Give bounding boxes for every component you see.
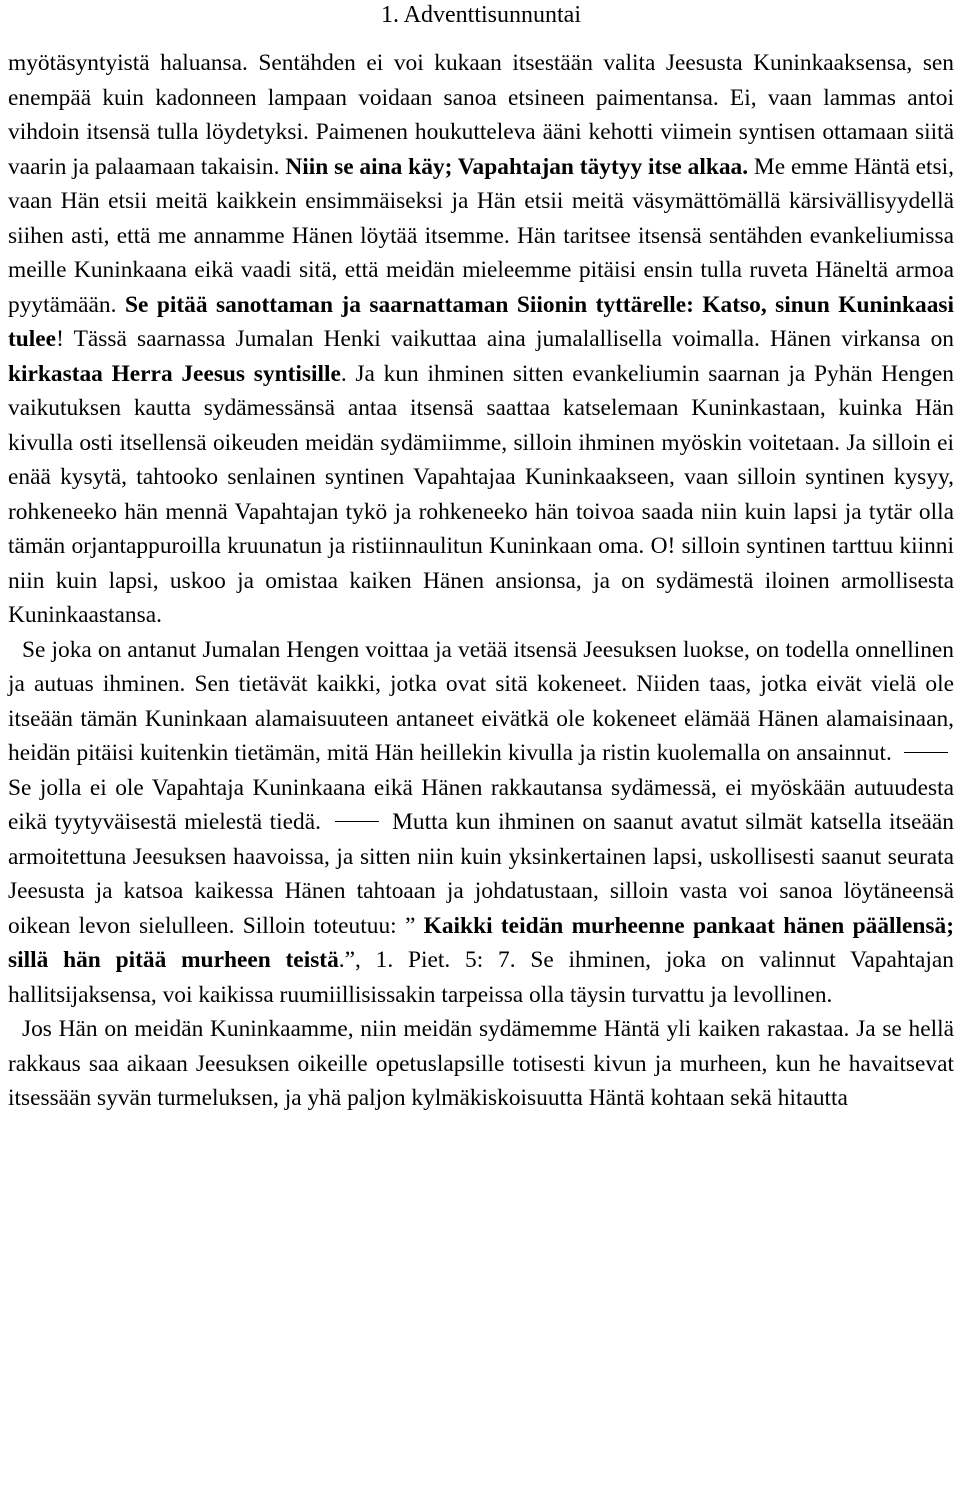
em-dash (904, 752, 948, 753)
bold-text: Kaikki teidän murheenne pankaat hänen päällensä; sillä hän pitää murheen teistä (8, 912, 954, 973)
paragraph-1 (8, 46, 954, 633)
bold-text: Se pitää sanottaman ja saarnattaman Siionin tyttärelle: Katso, sinun Kuninkaasi tulee (8, 291, 954, 352)
body-text-run: . Ja kun ihminen sitten evankeliumin saarnan ja Pyhän Hengen vaikutuksen kautta sydämessänsä antaa itsensä saattaa katselemaan Kuninkastaan, kuinka Hän kivulla osti itsellensä oikeuden meidän sydämiimme, silloin ihminen myöskin voitetaan. Ja silloin ei enää kysytä, tahtooko senlainen syntinen Vapahtajaa Kuninkaakseen, vaan silloin syntinen kysyy, rohkeneeko hän mennä Vapahtajan tykö ja rohkeneeko hän toivoa saada niin kuin lapsi ja tytär olla tämän orjantappuroilla kruunatun ja ristiinnaulitun Kuninkaan oma. O! silloin syntinen tarttuu kiinni niin kuin lapsi, uskoo ja omistaa kaiken Hänen ansionsa, ja on sydämestä iloinen armollisesta Kuninkaastansa. (8, 360, 954, 628)
bold-text: kirkastaa Herra Jeesus syntisille (8, 360, 341, 387)
body-text-run: Jos Hän on meidän Kuninkaamme, niin meidän sydämemme Häntä yli kaiken rakastaa. Ja se hellä rakkaus saa aikaan Jeesuksen oikeille opetuslapsille totisesti kivun ja murheen, kun he havaitsevat itsessään syvän turmeluksen, ja yhä paljon kylmäkiskoisuutta Häntä kohtaan sekä hitautta (8, 1016, 954, 1111)
paragraph-3 (8, 1012, 954, 1116)
body-text-run: Mutta kun ihminen on saanut avatut silmät katsella itseään armoitettuna Jeesuksen haavoissa, ja sitten niin kuin yksinkertainen lapsi, uskollisesti saanut seurata Jeesusta ja katsoa kaikessa Hänen tahtoaan ja johdatustaan, silloin vasta voi sanoa löytäneensä oikean levon sielulleen. Silloin toteutuu: ” (8, 809, 954, 939)
body-text-run: Se joka on antanut Jumalan Hengen voittaa ja vetää itsensä Jeesuksen luokse, on todella onnellinen ja autuas ihminen. Sen tietävät kaikki, jotka ovat sitä kokeneet. Niiden taas, jotka eivät vielä ole itseään tämän Kuninkaan alamaisuuteen antaneet eivätkä ole kokeneet elämää Hänen alamaisinaan, heidän pitäisi kuitenkin tietämän, mitä Hän heillekin kivulla ja ristin kuolemalla on ansainnut. (8, 636, 954, 766)
em-dash (335, 821, 379, 822)
body-text-run: ! Tässä saarnassa Jumalan Henki vaikuttaa aina jumalallisella voimalla. Hänen virkansa on (56, 326, 954, 352)
document-body (8, 46, 954, 1116)
page-header: 1. Adventtisunnuntai (381, 2, 581, 28)
document-page (8, 0, 954, 1116)
bold-text: Niin se aina käy; Vapahtajan täytyy itse alkaa. (285, 153, 749, 180)
body-text-run: myötäsyntyistä haluansa. Sentähden ei voi kukaan itsestään valita Jeesusta Kuninkaaksensa, sen enempää kuin kadonneen lampaan voidaan sanoa etsineen paimentansa. Ei, vaan lammas antoi vihdoin itsensä tulla löydetyksi. Paimenen houkutteleva ääni kehotti viimein syntisen ottamaan siitä vaarin ja palaamaan takaisin. (8, 50, 954, 180)
body-text-run: .”, 1. Piet. 5: 7. Se ihminen, joka on valinnut Vapahtajan hallitsijaksensa, voi kaikissa ruumiillisissakin tarpeissa olla täysin turvattu ja levollinen. (8, 947, 954, 1008)
paragraph-2 (8, 633, 954, 1013)
body-text-run: Me emme Häntä etsi, vaan Hän etsii meitä kaikkein ensimmäiseksi ja Hän etsii meitä väsymättömällä kärsivällisyydellä siihen asti, että me annamme Hänen löytää itsemme. Hän taritsee itsensä sentähden evankeliumissa meille Kuninkaana eikä vaadi sitä, että meidän mieleemme pitäisi ensin tulla ruveta Häneltä armoa pyytämään. (8, 153, 955, 318)
body-text-run: Se jolla ei ole Vapahtaja Kuninkaana eikä Hänen rakkautansa sydämessä, ei myöskään autuudesta eikä tyytyväisestä mielestä tiedä. (8, 774, 954, 835)
